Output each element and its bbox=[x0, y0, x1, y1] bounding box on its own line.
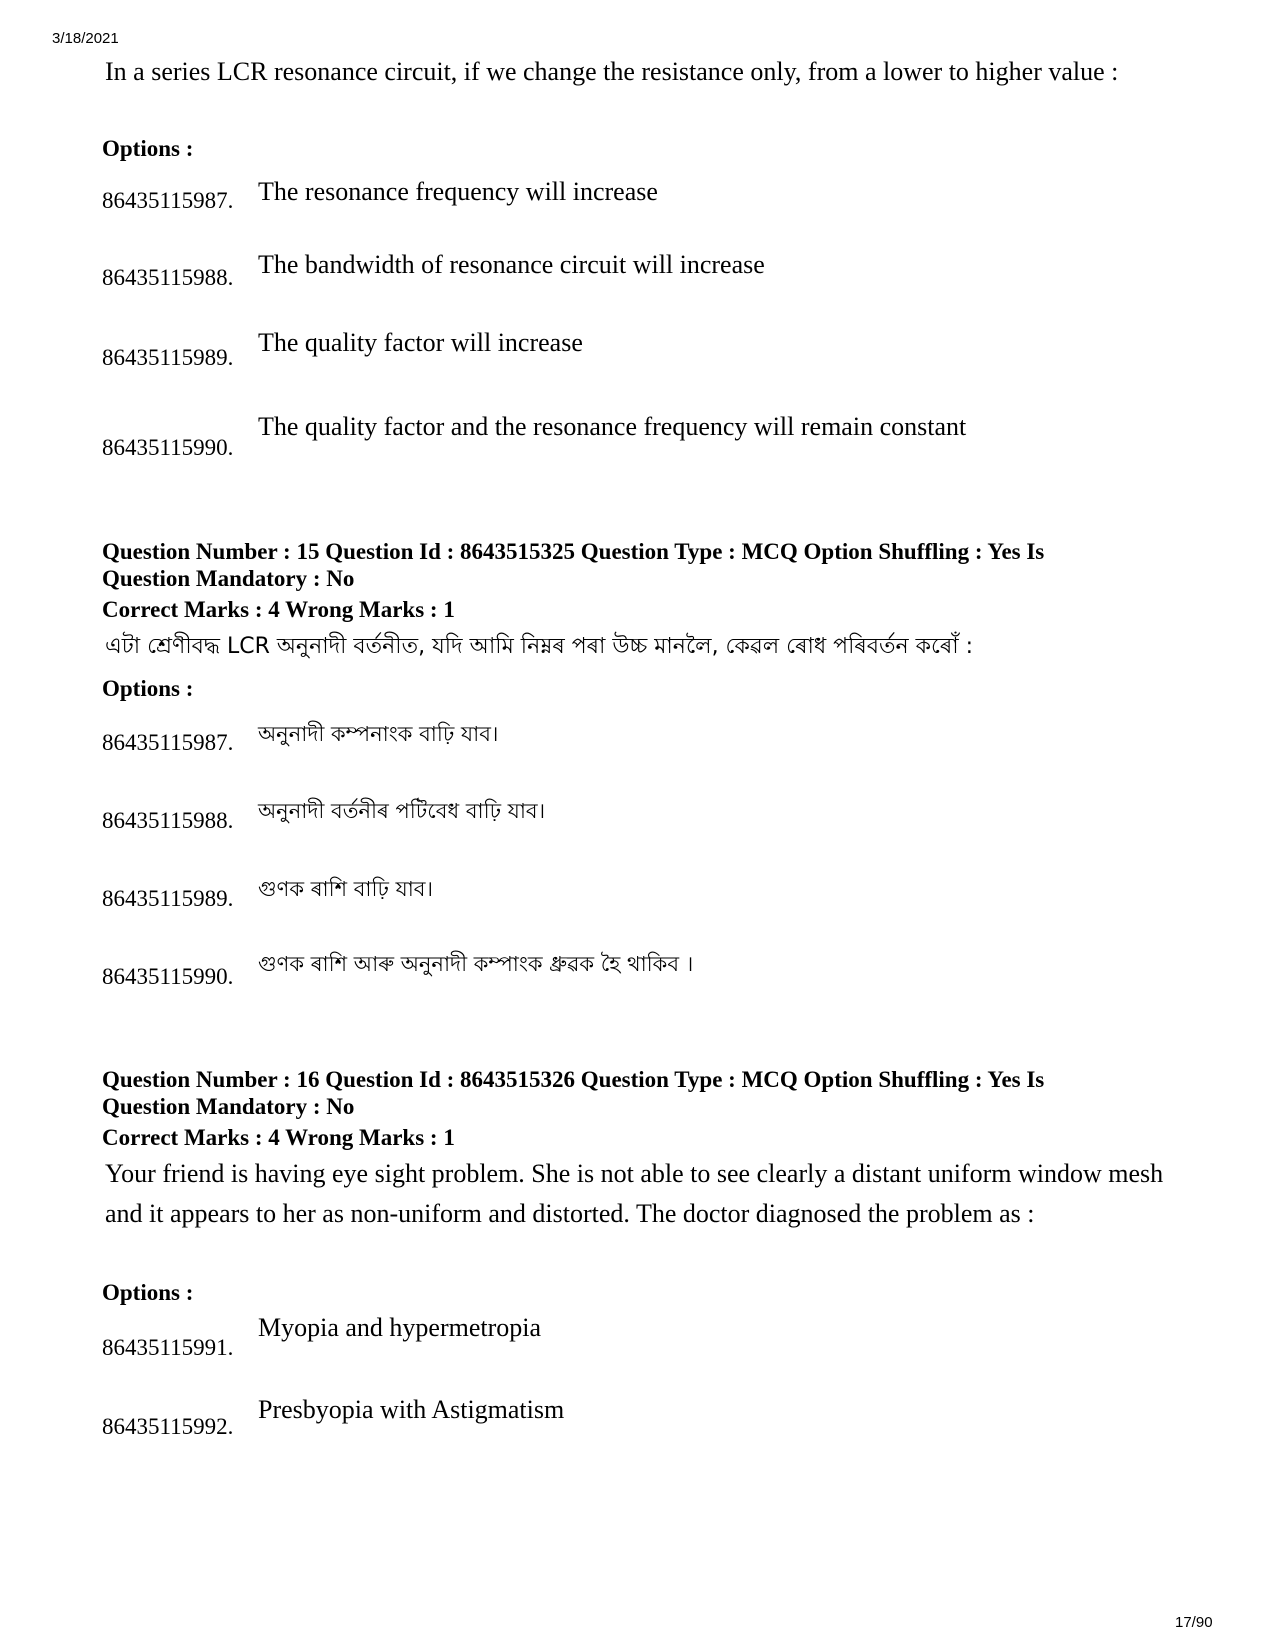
page-number: 17/90 bbox=[1175, 1614, 1213, 1631]
question-meta-mandatory: Question Mandatory : No bbox=[102, 566, 355, 591]
option-text: গুণক ৰাশি বাঢ়ি যাব। bbox=[258, 877, 434, 901]
question-marks: Correct Marks : 4 Wrong Marks : 1 bbox=[102, 1125, 455, 1150]
option-text: The quality factor will increase bbox=[258, 328, 583, 357]
question-text: Your friend is having eye sight problem. She is not able to see clearly a distant uniform window mesh and it appears to her as non-uniform and distorted. The doctor diagnosed the problem as : bbox=[105, 1159, 1164, 1228]
question-meta: Question Number : 15 Question Id : 8643515325 Question Type : MCQ Option Shuffling : Yes Is bbox=[102, 539, 1045, 564]
option-text: Presbyopia with Astigmatism bbox=[258, 1395, 565, 1424]
options-label: Options : bbox=[102, 1280, 194, 1305]
option-text: অনুনাদী বৰ্তনীৰ পটিবেধ বাঢ়ি যাব। bbox=[258, 799, 546, 823]
options-label: Options : bbox=[102, 676, 194, 701]
print-date: 3/18/2021 bbox=[52, 30, 119, 47]
option-id: 86435115987. bbox=[102, 730, 234, 755]
option-text: The bandwidth of resonance circuit will increase bbox=[258, 250, 765, 279]
option-text: The resonance frequency will increase bbox=[258, 177, 658, 206]
option-id: 86435115990. bbox=[102, 964, 234, 989]
option-id: 86435115987. bbox=[102, 188, 234, 213]
option-id: 86435115990. bbox=[102, 435, 234, 460]
question-marks: Correct Marks : 4 Wrong Marks : 1 bbox=[102, 597, 455, 622]
question-text: এটা শ্ৰেণীবদ্ধ LCR অনুনাদী বৰ্তনীত, যদি আমি নিম্নৰ পৰা উচ্চ মানলৈ, কেৱল ৰোধ পৰিবৰ্তন কৰোঁ : bbox=[105, 634, 974, 659]
options-label: Options : bbox=[102, 136, 194, 161]
option-id: 86435115988. bbox=[102, 265, 234, 290]
question-meta: Question Number : 16 Question Id : 8643515326 Question Type : MCQ Option Shuffling : Yes Is bbox=[102, 1067, 1045, 1092]
option-id: 86435115991. bbox=[102, 1335, 234, 1360]
option-id: 86435115992. bbox=[102, 1414, 234, 1439]
option-id: 86435115989. bbox=[102, 886, 234, 911]
option-id: 86435115989. bbox=[102, 345, 234, 370]
question-text: In a series LCR resonance circuit, if we change the resistance only, from a lower to higher value : bbox=[105, 57, 1119, 86]
option-text: Myopia and hypermetropia bbox=[258, 1313, 542, 1342]
question-meta-mandatory: Question Mandatory : No bbox=[102, 1094, 355, 1119]
option-text: গুণক ৰাশি আৰু অনুনাদী কম্পাংক ধ্ৰুৱক হৈ থাকিব । bbox=[258, 952, 694, 976]
option-text: The quality factor and the resonance frequency will remain constant bbox=[258, 412, 967, 441]
option-text: অনুনাদী কম্পনাংক বাঢ়ি যাব। bbox=[258, 722, 499, 746]
option-id: 86435115988. bbox=[102, 808, 234, 833]
